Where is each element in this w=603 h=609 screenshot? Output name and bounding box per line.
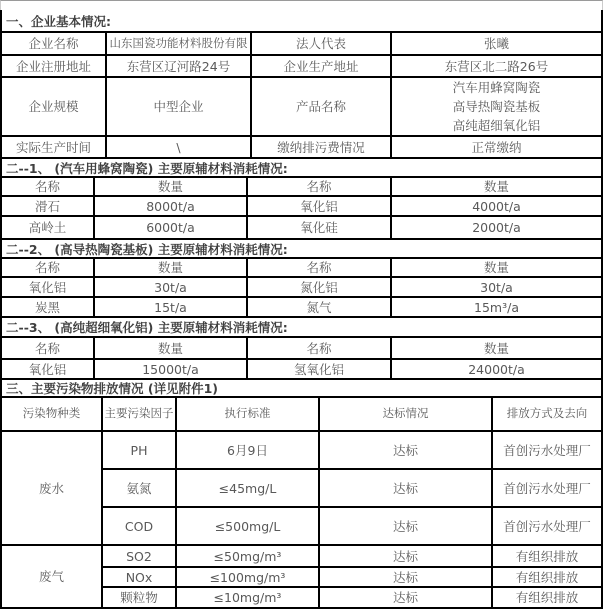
pollutant-type-wastewater: 废水 [2, 432, 103, 546]
label-product-name: 产品名称 [252, 78, 392, 137]
top-spacer [0, 0, 603, 10]
discharge-destination: 首创污水处理厂 [493, 508, 603, 546]
discharge-destination: 首创污水处理厂 [493, 470, 603, 508]
value-product-names [392, 78, 603, 137]
pollution-factor: COD [103, 508, 177, 546]
compliance-status: 达标 [320, 588, 493, 609]
material-quantity: 15t/a [95, 298, 248, 318]
table-row [0, 298, 603, 318]
section-title-materials-1: 二--1、 (汽车用蜂窝陶瓷) 主要原辅材料消耗情况: [0, 159, 603, 178]
compliance-status: 达标 [320, 568, 493, 588]
pollution-factor: 氨氮 [103, 470, 177, 508]
header-standard: 执行标准 [177, 398, 320, 432]
value-fee-payment: 正常缴纳 [392, 137, 603, 159]
value-company-scale: 中型企业 [107, 78, 252, 137]
material-quantity: 15000t/a [95, 360, 248, 380]
pollution-factor: SO2 [103, 546, 177, 568]
header-pollutant-type: 污染物种类 [2, 398, 103, 432]
material-name: 氮气 [248, 298, 392, 318]
header-material-name: 名称 [248, 178, 392, 197]
section-title-materials-2: 二--2、 (高导热陶瓷基板) 主要原辅材料消耗情况: [0, 240, 603, 259]
table-header-row [0, 259, 603, 278]
label-company-name: 企业名称 [2, 33, 107, 56]
material-quantity: 30t/a [392, 278, 603, 298]
material-name: 氧化铝 [2, 278, 95, 298]
material-name: 氮化铝 [248, 278, 392, 298]
discharge-destination: 有组织排放 [493, 568, 603, 588]
value-legal-representative: 张曦 [392, 33, 603, 56]
header-material-quantity: 数量 [95, 338, 248, 360]
wastegas-group [0, 546, 603, 609]
header-pollution-factor: 主要污染因子 [103, 398, 177, 432]
label-production-address: 企业生产地址 [252, 56, 392, 78]
header-compliance: 达标情况 [320, 398, 493, 432]
header-material-name: 名称 [248, 259, 392, 278]
wastewater-group [0, 432, 603, 546]
label-legal-representative: 法人代表 [252, 33, 392, 56]
compliance-status: 达标 [320, 432, 493, 470]
material-name: 氢氧化铝 [248, 360, 392, 380]
standard-value: 6月9日 [177, 432, 320, 470]
header-material-quantity: 数量 [392, 259, 603, 278]
discharge-destination: 首创污水处理厂 [493, 432, 603, 470]
compliance-status: 达标 [320, 470, 493, 508]
header-material-name: 名称 [2, 338, 95, 360]
product-line-2: 高导热陶瓷基板 [452, 99, 541, 114]
table-header-row [0, 178, 603, 197]
label-company-scale: 企业规模 [2, 78, 107, 137]
discharge-destination: 有组织排放 [493, 588, 603, 609]
material-quantity: 6000t/a [95, 217, 248, 240]
material-name: 氧化铝 [2, 360, 95, 380]
header-discharge-destination: 排放方式及去向 [493, 398, 603, 432]
header-material-quantity: 数量 [95, 259, 248, 278]
pollution-factor: PH [103, 432, 177, 470]
standard-value: ≤500mg/L [177, 508, 320, 546]
label-production-time: 实际生产时间 [2, 137, 107, 159]
material-quantity: 30t/a [95, 278, 248, 298]
table-row [0, 33, 603, 56]
compliance-status: 达标 [320, 546, 493, 568]
value-company-name: 山东国瓷功能材料股份有限 [107, 33, 252, 56]
table-header-row [0, 338, 603, 360]
section-title-pollution: 三、主要污染物排放情况 (详见附件1) [0, 380, 603, 398]
pollutant-type-wastegas: 废气 [2, 546, 103, 609]
table-row [0, 78, 603, 137]
label-fee-payment: 缴纳排污费情况 [252, 137, 392, 159]
pollution-factor: NOx [103, 568, 177, 588]
header-material-quantity: 数量 [392, 338, 603, 360]
material-name: 炭黑 [2, 298, 95, 318]
table-row [0, 56, 603, 78]
standard-value: ≤50mg/m³ [177, 546, 320, 568]
table-row [0, 278, 603, 298]
header-material-name: 名称 [2, 259, 95, 278]
compliance-status: 达标 [320, 508, 493, 546]
product-line-1: 汽车用蜂窝陶瓷 [452, 80, 541, 95]
material-name: 滑石 [2, 197, 95, 217]
label-registered-address: 企业注册地址 [2, 56, 107, 78]
table-row [0, 360, 603, 380]
standard-value: ≤100mg/m³ [177, 568, 320, 588]
discharge-destination: 有组织排放 [493, 546, 603, 568]
value-registered-address: 东营区辽河路24号 [107, 56, 252, 78]
pollution-factor: 颗粒物 [103, 588, 177, 609]
material-name: 氧化硅 [248, 217, 392, 240]
value-production-time: \ [107, 137, 252, 159]
material-quantity: 8000t/a [95, 197, 248, 217]
table-row [0, 197, 603, 217]
standard-value: ≤45mg/L [177, 470, 320, 508]
standard-value: ≤10mg/m³ [177, 588, 320, 609]
material-quantity: 24000t/a [392, 360, 603, 380]
material-quantity: 2000t/a [392, 217, 603, 240]
section-title-materials-3: 二--3、 (高纯超细氧化铝) 主要原辅材料消耗情况: [0, 318, 603, 338]
material-quantity: 15m³/a [392, 298, 603, 318]
header-material-name: 名称 [2, 178, 95, 197]
material-quantity: 4000t/a [392, 197, 603, 217]
section-title-basic: 一、企业基本情况: [0, 10, 603, 33]
material-name: 高岭土 [2, 217, 95, 240]
material-name: 氧化铝 [248, 197, 392, 217]
value-production-address: 东营区北二路26号 [392, 56, 603, 78]
table-row [0, 137, 603, 159]
product-line-3: 高纯超细氧化铝 [452, 118, 541, 133]
header-material-quantity: 数量 [95, 178, 248, 197]
table-header-row [0, 398, 603, 432]
header-material-name: 名称 [248, 338, 392, 360]
header-material-quantity: 数量 [392, 178, 603, 197]
table-row [0, 217, 603, 240]
